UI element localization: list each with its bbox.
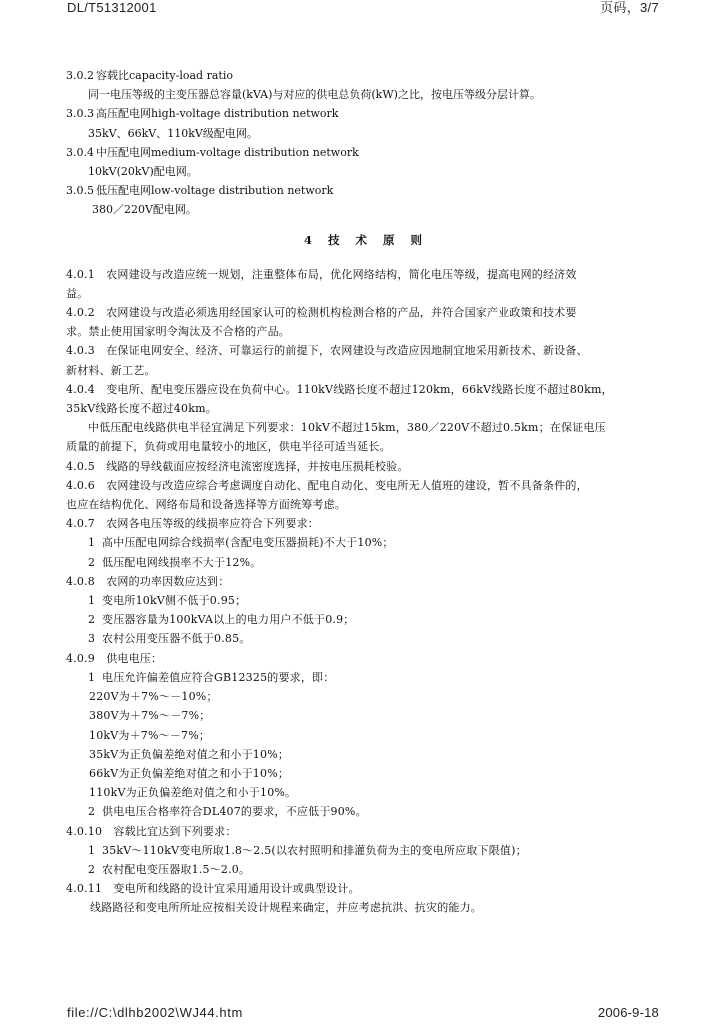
clause-4-0-1: 4.0.1 农网建设与改造应统一规划，注重整体布局，优化网络结构，简化电压等级，提高电网的经济效 [66,267,577,281]
clause-4-0-2-cont: 求。禁止使用国家明令淘汰及不合格的产品。 [66,325,290,339]
def-3-0-2-term: 3.0.2 容载比capacity-load ratio [66,69,233,82]
clause-4-0-8-item-2: 2 变压器容量为100kVA以上的电力用户不低于0.9； [88,613,355,627]
clause-4-0-4-p2: 中低压配电线路供电半径宜满足下列要求：10kV不超过15km，380／220V不超过0.5km；在保证电压 [88,421,606,435]
clause-4-0-6: 4.0.6 农网建设与改造应综合考虑调度自动化、配电自动化、变电所无人值班的建设，暂不具备条件的， [66,478,588,492]
def-3-0-4-desc: 10kV(20kV)配电网。 [88,165,198,179]
voltage-deviation-10kv: 10kV为＋7%～－7%； [89,728,211,742]
clause-4-0-8-item-1: 1 变电所10kV侧不低于0.95； [88,594,247,608]
voltage-deviation-380v: 380V为＋7%～－7%； [89,709,211,723]
clause-4-0-4-p2-cont: 质量的前提下，负荷或用电量较小的地区，供电半径可适当延长。 [66,440,391,454]
clause-4-0-7-item-2: 2 低压配电网线损率不大于12%。 [88,555,262,569]
clause-4-0-10: 4.0.10 容载比宜达到下列要求： [66,824,237,838]
clause-4-0-8-item-3: 3 农村公用变压器不低于0.85。 [88,632,251,646]
clause-4-0-1-cont: 益。 [66,286,89,300]
clause-4-0-4-cont: 35kV线路长度不超过40km。 [66,402,217,416]
def-3-0-5-term: 3.0.5 低压配电网low-voltage distribution network [66,184,334,198]
page-number: 页码，3/7 [600,0,659,15]
file-path: file://C:\dlhb2002\WJ44.htm [67,1005,243,1020]
def-3-0-5-desc: 380／220V配电网。 [92,203,197,217]
def-3-0-4-term: 3.0.4 中压配电网medium-voltage distribution network [66,145,359,159]
clause-4-0-8: 4.0.8 农网的功率因数应达到： [66,574,230,588]
clause-4-0-3: 4.0.3 在保证电网安全、经济、可靠运行的前提下，农网建设与改造应因地制宜地采用新技术、新设备、 [66,344,588,358]
clause-4-0-4: 4.0.4 变电所、配电变压器应设在负荷中心。110kV线路长度不超过120km，66kV线路长度不超过80km， [66,382,613,396]
clause-4-0-5: 4.0.5 线路的导线截面应按经济电流密度选择，并按电压损耗校验。 [66,459,409,473]
voltage-deviation-220v: 220V为＋7%～－10%； [89,690,218,704]
voltage-deviation-110kv: 110kV为正负偏差绝对值之和小于10%。 [89,786,297,800]
clause-4-0-11: 4.0.11 变电所和线路的设计宜采用通用设计或典型设计。 [66,882,360,896]
document-id: DL/T51312001 [67,0,157,15]
section-title: 4 技 术 原 则 [303,232,429,247]
clause-4-0-9: 4.0.9 供电电压： [66,651,163,665]
clause-4-0-10-item-1: 1 35kV～110kV变电所取1.8～2.5(以农村照明和排灌负荷为主的变电所应取下限值)； [88,843,527,857]
print-date: 2006-9-18 [597,1005,659,1020]
clause-4-0-10-item-2: 2 农村配电变压器取1.5～2.0。 [88,862,251,876]
def-3-0-3-desc: 35kV、66kV、110kV级配电网。 [88,126,258,140]
document-body [66,66,666,918]
clause-4-0-9-item-2: 2 供电电压合格率符合DL407的要求，不应低于90%。 [88,805,367,819]
def-3-0-3-term: 3.0.3 高压配电网high-voltage distribution network [66,107,339,121]
clause-4-0-11-p2: 线路路径和变电所所址应按相关设计规程来确定，并应考虑抗洪、抗灾的能力。 [90,901,482,915]
clause-4-0-2: 4.0.2 农网建设与改造必须选用经国家认可的检测机构检测合格的产品，并符合国家产业政策和技术要 [66,306,577,320]
clause-4-0-6-cont: 也应在结构优化、网络布局和设备选择等方面统筹考虑。 [66,498,346,512]
voltage-deviation-35kv: 35kV为正负偏差绝对值之和小于10%； [89,747,290,761]
clause-4-0-9-item-1: 1 电压允许偏差值应符合GB12325的要求，即： [88,670,335,684]
voltage-deviation-66kv: 66kV为正负偏差绝对值之和小于10%； [89,766,290,780]
clause-4-0-3-cont: 新材料、新工艺。 [66,363,156,377]
def-3-0-2-desc: 同一电压等级的主变压器总容量(kVA)与对应的供电总负荷(kW)之比，按电压等级分层计算。 [88,88,541,102]
clause-4-0-7: 4.0.7 农网各电压等级的线损率应符合下列要求： [66,517,319,531]
clause-4-0-7-item-1: 1 高中压配电网综合线损率(含配电变压器损耗)不大于10%； [88,536,394,550]
